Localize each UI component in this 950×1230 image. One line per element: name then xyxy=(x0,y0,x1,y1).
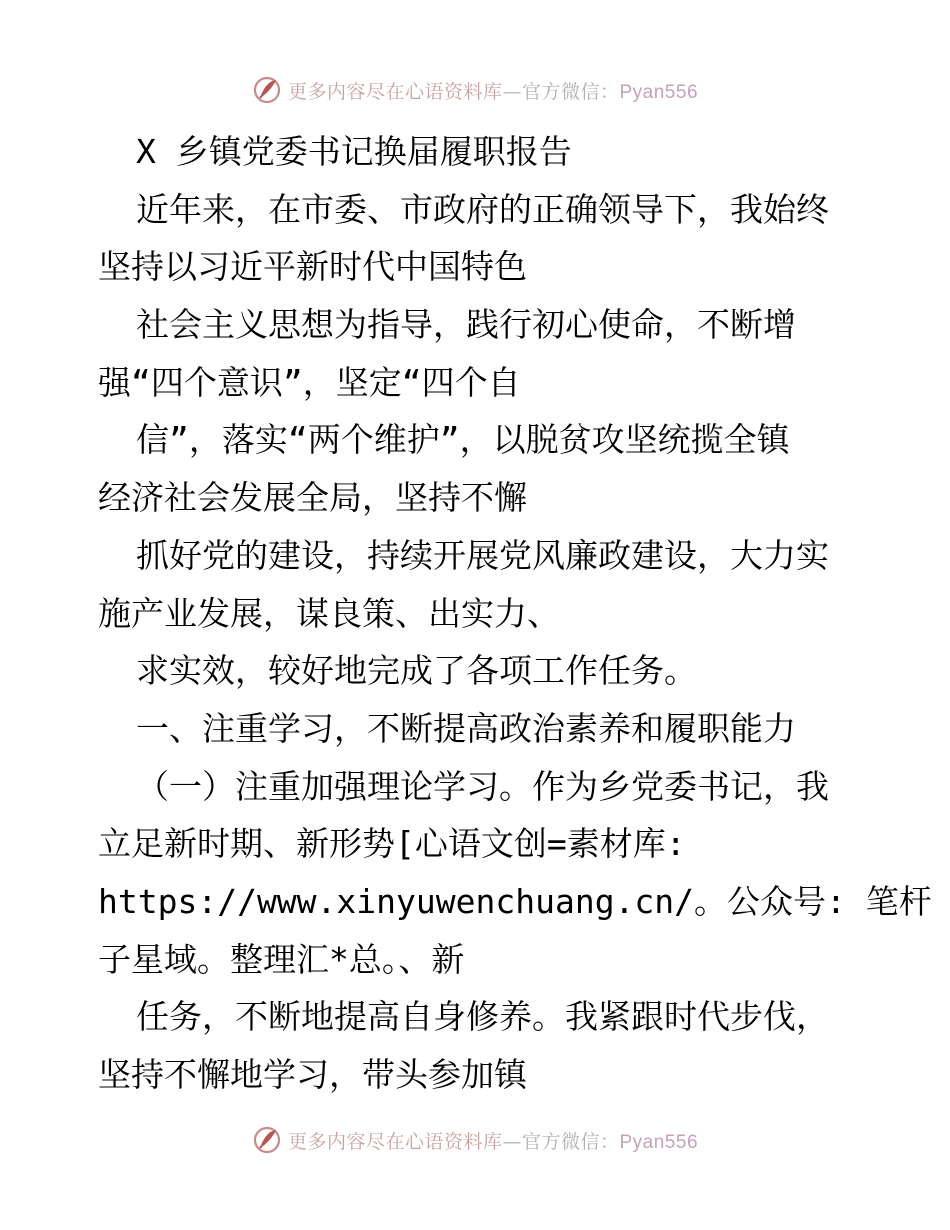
text-line: 子星域。整理汇*总。、新 xyxy=(98,939,465,979)
text-line: 求实效，较好地完成了各项工作任务。 xyxy=(136,651,697,691)
text-line: 社会主义思想为指导，践行初心使命，不断增 xyxy=(136,305,796,345)
text-line: 抓好党的建设，持续开展党风廉政建设，大力实 xyxy=(136,535,829,575)
text-line: 坚持不懈地学习，带头参加镇 xyxy=(98,1055,527,1094)
text-line: 经济社会发展全局，坚持不懈 xyxy=(98,478,527,518)
document-body xyxy=(98,123,932,1104)
watermark-text: 更多内容尽在心语资料库—官方微信：Pyan556 xyxy=(287,1130,699,1153)
text-line: 近年来，在市委、市政府的正确领导下，我始终 xyxy=(136,189,829,229)
text-line: 坚持以习近平新时代中国特色 xyxy=(98,247,527,287)
text-line: 立足新时期、新形势[心语文创=素材库: xyxy=(98,824,686,864)
document-title: X 乡镇党委书记换届履职报告 xyxy=(136,132,572,171)
text-line: 任务，不断地提高自身修养。我紧跟时代步伐， xyxy=(136,997,829,1037)
text-line: 强“四个意识”，坚定“四个自 xyxy=(98,362,521,402)
quill-logo-icon xyxy=(252,1125,282,1155)
text-line: 施产业发展，谋良策、出实力、 xyxy=(98,593,560,633)
header-watermark xyxy=(0,70,950,110)
watermark-text: 更多内容尽在心语资料库—官方微信：Pyan556 xyxy=(287,80,699,103)
text-line: 信”，落实“两个维护”，以脱贫攻坚统揽全镇 xyxy=(136,420,790,460)
section-heading: 一、注重学习，不断提高政治素养和履职能力 xyxy=(136,708,796,748)
subsection-heading: （一）注重加强理论学习。作为乡党委书记，我 xyxy=(136,766,829,806)
footer-watermark xyxy=(0,1120,950,1160)
quill-logo-icon xyxy=(252,75,282,105)
text-line-with-url: https://www.xinyuwenchuang.cn/。公众号: 笔杆 xyxy=(98,881,932,921)
